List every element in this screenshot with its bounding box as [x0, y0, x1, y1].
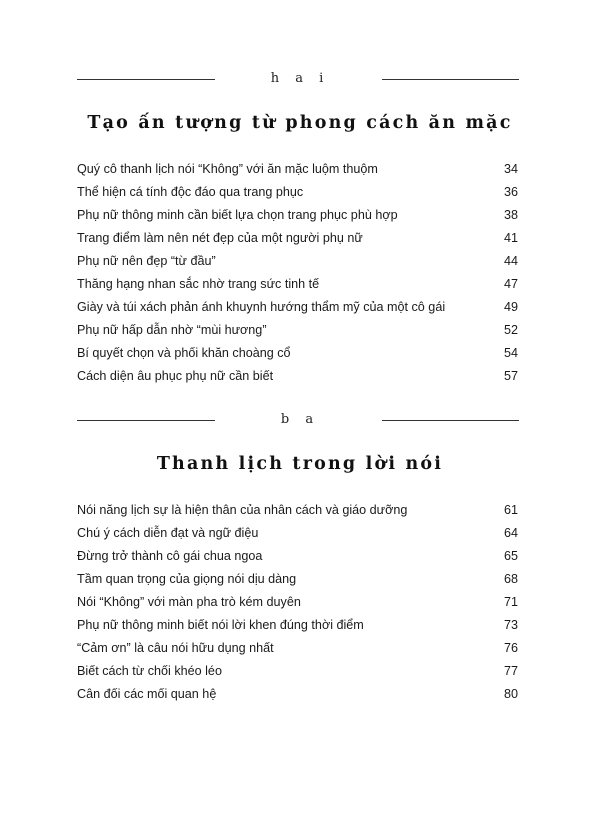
toc-entry[interactable]: [0, 591, 600, 614]
toc-entry-title: Thăng hạng nhan sắc nhờ trang sức tinh tế: [77, 277, 320, 291]
toc-entry[interactable]: [0, 683, 600, 706]
toc-entry-page: 71: [503, 595, 518, 609]
toc-entry[interactable]: [0, 296, 600, 319]
toc-entry-page: 41: [503, 231, 518, 245]
toc-entry-page: 52: [503, 323, 518, 337]
toc-entry[interactable]: [0, 250, 600, 273]
toc-entry-title: Phụ nữ thông minh cần biết lựa chọn trang phục phù hợp: [77, 208, 398, 222]
toc-entry-title: Đừng trở thành cô gái chua ngoa: [77, 549, 263, 563]
toc-entry-title: Nói “Không” với màn pha trò kém duyên: [77, 595, 301, 609]
section-ba: [0, 409, 600, 706]
toc-entry-title: Nói năng lịch sự là hiện thân của nhân cách và giáo dưỡng: [77, 503, 408, 517]
toc-entry[interactable]: [0, 499, 600, 522]
divider-line-right: [382, 79, 519, 80]
toc-entry-page: 44: [503, 254, 518, 268]
section-hai: [0, 68, 600, 388]
section-number-word: h a i: [270, 71, 330, 86]
toc-entry-page: 73: [503, 618, 518, 632]
toc-entry-title: Tầm quan trọng của giọng nói dịu dàng: [77, 572, 297, 586]
toc-entry-page: 38: [503, 208, 518, 222]
toc-entry[interactable]: [0, 614, 600, 637]
toc-entry-title: Quý cô thanh lịch nói “Không” với ăn mặc luộm thuộm: [77, 162, 378, 176]
toc-entry-title: Bí quyết chọn và phối khăn choàng cổ: [77, 346, 291, 360]
toc-list: [0, 499, 600, 706]
toc-entry-title: Trang điểm làm nên nét đẹp của một người phụ nữ: [77, 231, 363, 245]
toc-entry-title: Thể hiện cá tính độc đáo qua trang phục: [77, 185, 304, 199]
toc-entry[interactable]: [0, 660, 600, 683]
toc-list: [0, 158, 600, 388]
toc-entry-title: Biết cách từ chối khéo léo: [77, 664, 222, 678]
toc-entry[interactable]: [0, 319, 600, 342]
toc-entry[interactable]: [0, 227, 600, 250]
toc-entry-title: “Cảm ơn” là câu nói hữu dụng nhất: [77, 641, 274, 655]
section-divider: [0, 68, 600, 92]
toc-entry-title: Phụ nữ nên đẹp “từ đầu”: [77, 254, 216, 268]
toc-entry[interactable]: [0, 204, 600, 227]
toc-entry-page: 36: [503, 185, 518, 199]
toc-entry-page: 80: [503, 687, 518, 701]
toc-entry-title: Giày và túi xách phản ánh khuynh hướng thẩm mỹ của một cô gái: [77, 300, 446, 314]
toc-entry-page: 76: [503, 641, 518, 655]
toc-entry-page: 34: [503, 162, 518, 176]
toc-entry-page: 68: [503, 572, 518, 586]
toc-entry-page: 54: [503, 346, 518, 360]
toc-entry-page: 64: [503, 526, 518, 540]
toc-entry[interactable]: [0, 365, 600, 388]
toc-entry[interactable]: [0, 637, 600, 660]
toc-entry-page: 49: [503, 300, 518, 314]
section-number-word: b a: [280, 412, 320, 427]
toc-entry-title: Phụ nữ thông minh biết nói lời khen đúng thời điểm: [77, 618, 364, 632]
toc-entry[interactable]: [0, 545, 600, 568]
toc-entry[interactable]: [0, 181, 600, 204]
toc-entry-page: 65: [503, 549, 518, 563]
toc-entry[interactable]: [0, 273, 600, 296]
toc-entry-page: 57: [503, 369, 518, 383]
toc-entry-title: Chú ý cách diễn đạt và ngữ điệu: [77, 526, 259, 540]
toc-entry-page: 77: [503, 664, 518, 678]
toc-entry-title: Phụ nữ hấp dẫn nhờ “mùi hương”: [77, 323, 267, 337]
divider-line-right: [382, 420, 519, 421]
toc-entry[interactable]: [0, 342, 600, 365]
toc-entry-title: Cân đối các mối quan hệ: [77, 687, 217, 701]
section-title: Tạo ấn tượng từ phong cách ăn mặc: [87, 113, 513, 133]
toc-entry-title: Cách diện âu phục phụ nữ cần biết: [77, 369, 274, 383]
toc-entry[interactable]: [0, 522, 600, 545]
section-divider: [0, 409, 600, 433]
toc-entry[interactable]: [0, 568, 600, 591]
toc-entry-page: 61: [503, 503, 518, 517]
toc-entry-page: 47: [503, 277, 518, 291]
section-title: Thanh lịch trong lời nói: [156, 454, 444, 474]
toc-entry[interactable]: [0, 158, 600, 181]
